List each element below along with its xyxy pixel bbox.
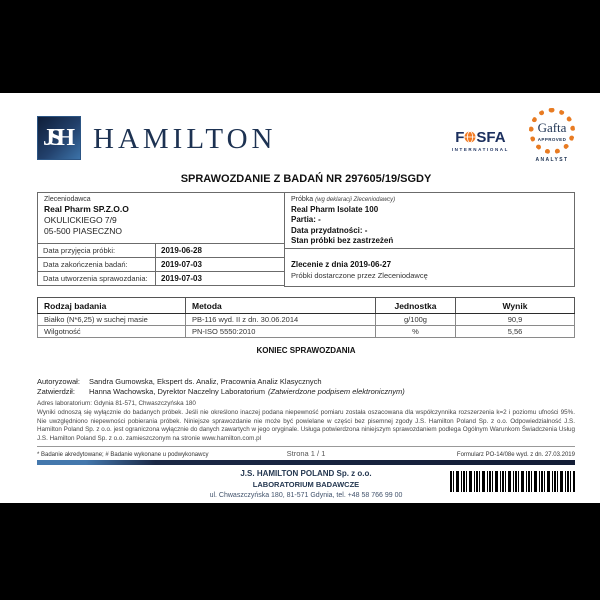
client-label: Zleceniodawca	[44, 196, 91, 203]
end-of-report-note: KONIEC SPRAWOZDANIA	[256, 346, 356, 355]
date-label: Data utworzenia sprawozdania:	[38, 272, 156, 286]
company-address: ul. Chwaszczyńska 180, 81-571 Gdynia, tel. +48 58 766 99 00	[209, 491, 403, 499]
sample-box	[284, 192, 575, 249]
sig-role: Zatwierdził:	[37, 387, 75, 396]
table-row	[38, 244, 285, 258]
results-table	[37, 297, 575, 338]
form-number: Formularz PO-14/08e wyd. z dn. 27.03.2019	[456, 451, 575, 458]
lab-report-page	[0, 93, 600, 503]
barcode	[450, 471, 575, 492]
col-header-test: Rodzaj badania	[38, 298, 186, 314]
gafta-analyst: ANALYST	[535, 156, 569, 163]
company-division: LABORATORIUM BADAWCZE	[252, 479, 360, 489]
dates-table	[37, 243, 285, 286]
approved-by-line	[37, 387, 575, 397]
client-box	[37, 192, 285, 244]
date-label: Data zakończenia badań:	[38, 258, 156, 272]
date-value: 2019-07-03	[156, 272, 285, 286]
sig-person: Sandra Gumowska, Ekspert ds. Analiz, Pracownia Analiz Klasycznych	[89, 377, 322, 386]
date-value: 2019-07-03	[156, 258, 285, 272]
cell-result: 5,56	[456, 326, 575, 338]
info-section	[37, 192, 575, 287]
results-header-row	[38, 298, 575, 314]
order-date: Zlecenie z dnia 2019-06-27	[291, 260, 392, 269]
delivery-note: Próbki dostarczone przez Zleceniodawcę	[291, 271, 428, 280]
fosfa-letters-sfa: SFA	[476, 128, 506, 146]
fosfa-wordmark	[452, 129, 509, 146]
cell-test: Wilgotność	[38, 326, 186, 338]
sig-role: Autoryzował:	[37, 377, 80, 386]
page-number: Strona 1 / 1	[286, 448, 326, 458]
col-header-method: Metoda	[186, 298, 376, 314]
fine-print	[37, 400, 575, 444]
fosfa-logo	[452, 129, 509, 152]
gafta-logo	[529, 108, 575, 163]
globe-icon	[464, 131, 476, 143]
sample-label-line	[291, 196, 568, 203]
client-street: OKULICKIEGO 7/9	[44, 215, 117, 225]
client-name: Real Pharm SP.Z.O.O	[44, 204, 129, 214]
sample-label-note: (wg deklaracji Zleceniodawcy)	[315, 197, 396, 203]
cell-method: PN-ISO 5550:2010	[186, 326, 376, 338]
gafta-name: Gafta	[537, 119, 567, 135]
order-box	[284, 248, 575, 287]
fosfa-subtitle: INTERNATIONAL	[451, 146, 509, 152]
cell-method: PB-116 wyd. II z dn. 30.06.2014	[186, 314, 376, 326]
sample-batch: Partia: -	[291, 215, 321, 224]
company-footer	[37, 469, 575, 501]
footer-divider-bar	[37, 460, 575, 465]
client-column	[37, 192, 285, 287]
lab-address-line: Adres laboratorium: Gdynia 81-571, Chwaszczyńska 180	[37, 400, 196, 407]
sample-name: Real Pharm Isolate 100	[291, 204, 379, 214]
jsh-logo-initials: JSH	[42, 124, 69, 151]
disclaimer-text: Wyniki odnoszą się wyłącznie do badanych próbek. Jeśli nie określono inaczej podana niepewność pomiaru została oszacowana dla współczynnika rozszerzenia k=2 i poziomu ufności 95%. Nie uwzględniono niepewności pobierania próbek. Niniejsze sprawozdanie nie może być powielane w części bez pisemnej zgody J.S. Hamilton Poland Sp. z o.o. Odpowiedzialność J.S. Hamilton Poland Sp. z o.o. jest ograniczona wyłącznie do danych zawartych w jego oryginale. Usługa potwierdzona niniejszym sprawozdaniem podlega Ogólnym Warunkom Świadczenia Usług J.S. Hamilton Poland Sp. z o.o. zamieszczonym na stronie www.hamilton.com.pl	[37, 408, 575, 443]
col-header-result: Wynik	[456, 298, 575, 314]
date-value: 2019-06-28	[156, 244, 285, 258]
sample-condition: Stan próbki bez zastrzeżeń	[291, 236, 394, 245]
cell-test: Białko (N*6,25) w suchej masie	[38, 314, 186, 326]
col-header-unit: Jednostka	[376, 298, 456, 314]
accreditation-legend: * Badanie akredytowane; # Badanie wykonane u podwykonawcy	[37, 451, 209, 458]
authorized-by-line	[37, 377, 575, 387]
cell-result: 90,9	[456, 314, 575, 326]
report-title: SPRAWOZDANIE Z BADAŃ NR 297605/19/SGDY	[180, 173, 432, 185]
table-row	[38, 272, 285, 286]
electronic-signature-note: (Zatwierdzone podpisem elektronicznym)	[268, 387, 405, 396]
fosfa-letter-f: F	[455, 128, 465, 146]
sample-label: Próbka	[291, 196, 314, 203]
footer-meta-row	[37, 446, 575, 458]
jsh-logo	[37, 116, 81, 160]
table-row	[38, 258, 285, 272]
company-name: J.S. HAMILTON POLAND Sp. z o.o.	[240, 468, 372, 478]
report-header	[37, 115, 575, 161]
client-city: 05-500 PIASECZNO	[44, 226, 122, 236]
gafta-wreath-icon	[529, 108, 575, 154]
date-label: Data przyjęcia próbki:	[38, 244, 156, 258]
gafta-approved: APPROVED	[537, 136, 567, 142]
signatures	[37, 377, 575, 397]
table-row	[38, 326, 575, 338]
cell-unit: g/100g	[376, 314, 456, 326]
table-row	[38, 314, 575, 326]
certification-logos	[452, 114, 575, 163]
sample-expiry: Data przydatności: -	[291, 225, 368, 235]
brand-name: HAMILTON	[93, 122, 277, 155]
cell-unit: %	[376, 326, 456, 338]
sample-column	[284, 192, 575, 287]
sig-person: Hanna Wachowska, Dyrektor Naczelny Laboratorium	[89, 387, 266, 396]
